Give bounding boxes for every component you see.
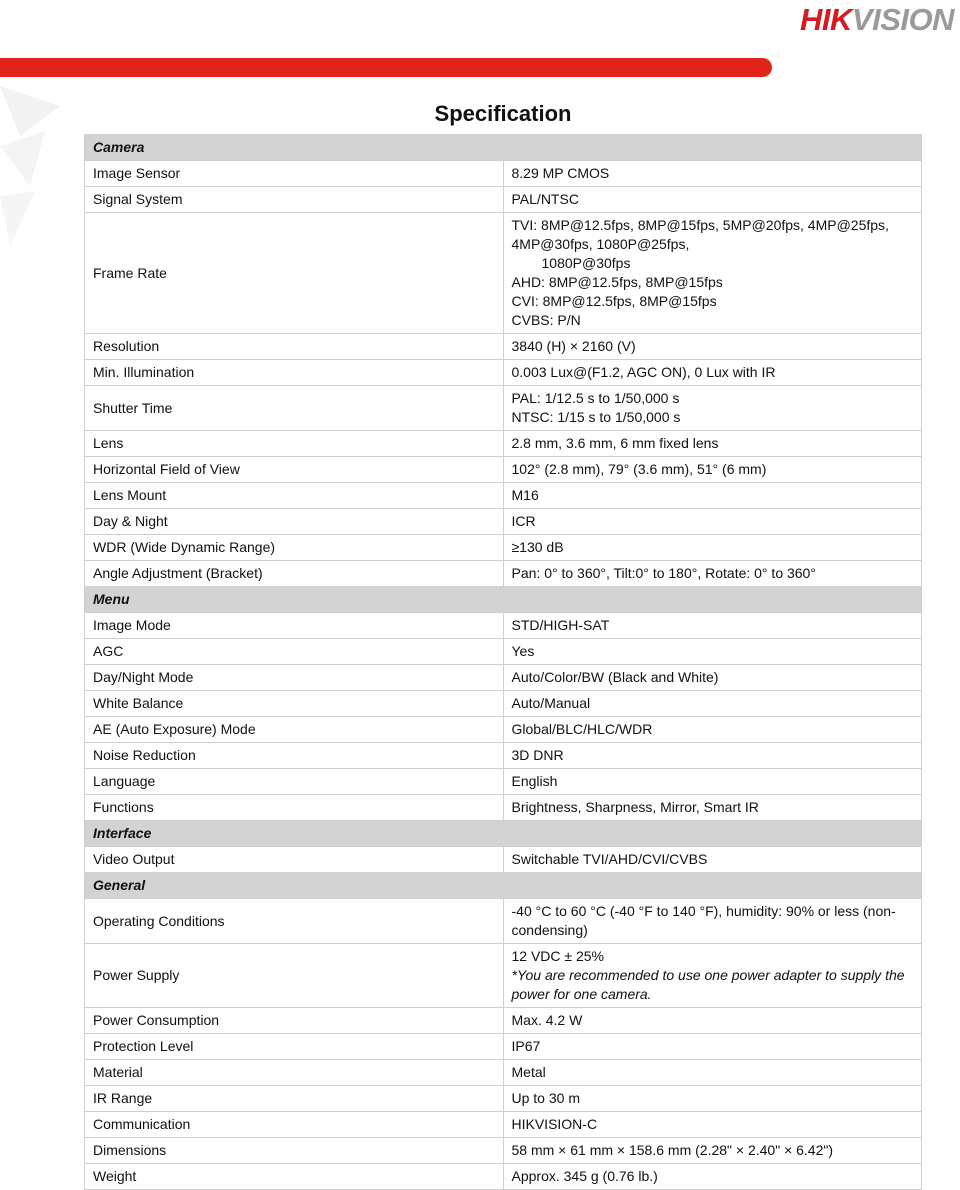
spec-value-line: 3D DNR bbox=[511, 747, 564, 763]
spec-value-line: *You are recommended to use one power adapter to supply the power for one camera. bbox=[511, 967, 905, 1002]
section-title: Camera bbox=[85, 135, 922, 161]
spec-value bbox=[503, 613, 922, 639]
spec-value-line: Pan: 0° to 360°, Tilt:0° to 180°, Rotate: 0° to 360° bbox=[511, 565, 816, 581]
spec-value-line: STD/HIGH-SAT bbox=[511, 617, 610, 633]
spec-value bbox=[503, 665, 922, 691]
page-title: Specification bbox=[434, 101, 572, 126]
spec-value-line: CVBS: P/N bbox=[511, 312, 581, 328]
spec-value-line: Brightness, Sharpness, Mirror, Smart IR bbox=[511, 799, 759, 815]
spec-value bbox=[503, 769, 922, 795]
spec-row bbox=[85, 1164, 922, 1190]
spec-value-line: Switchable TVI/AHD/CVI/CVBS bbox=[511, 851, 708, 867]
spec-value-line: 3840 (H) × 2160 (V) bbox=[511, 338, 636, 354]
spec-value-line: 0.003 Lux@(F1.2, AGC ON), 0 Lux with IR bbox=[511, 364, 776, 380]
spec-value bbox=[503, 457, 922, 483]
spec-key: Weight bbox=[85, 1164, 504, 1190]
spec-value-line: 8.29 MP CMOS bbox=[511, 165, 610, 181]
spec-table bbox=[84, 134, 922, 1190]
spec-value bbox=[503, 1164, 922, 1190]
spec-key: Day/Night Mode bbox=[85, 665, 504, 691]
header-red-bar bbox=[0, 58, 772, 77]
spec-row bbox=[85, 161, 922, 187]
spec-value-line: Auto/Manual bbox=[511, 695, 591, 711]
spec-key: Operating Conditions bbox=[85, 899, 504, 944]
spec-value bbox=[503, 899, 922, 944]
spec-value-line: Max. 4.2 W bbox=[511, 1012, 583, 1028]
spec-row bbox=[85, 743, 922, 769]
spec-value-line: 2.8 mm, 3.6 mm, 6 mm fixed lens bbox=[511, 435, 719, 451]
spec-row bbox=[85, 386, 922, 431]
spec-row bbox=[85, 1112, 922, 1138]
spec-value bbox=[503, 847, 922, 873]
logo-vision-text: VISION bbox=[851, 2, 954, 37]
spec-key: Communication bbox=[85, 1112, 504, 1138]
spec-value bbox=[503, 509, 922, 535]
spec-value-line: Approx. 345 g (0.76 lb.) bbox=[511, 1168, 658, 1184]
spec-value-line: ICR bbox=[511, 513, 536, 529]
section-header-menu bbox=[85, 587, 922, 613]
section-title: General bbox=[85, 873, 922, 899]
spec-key: Language bbox=[85, 769, 504, 795]
logo-hik-text: HIK bbox=[800, 2, 852, 37]
spec-value bbox=[503, 386, 922, 431]
spec-row bbox=[85, 944, 922, 1008]
spec-value-line: 58 mm × 61 mm × 158.6 mm (2.28" × 2.40" × 6.42") bbox=[511, 1142, 834, 1158]
spec-key: AE (Auto Exposure) Mode bbox=[85, 717, 504, 743]
spec-value bbox=[503, 213, 922, 334]
spec-value bbox=[503, 161, 922, 187]
spec-value bbox=[503, 1138, 922, 1164]
spec-value bbox=[503, 743, 922, 769]
spec-value bbox=[503, 691, 922, 717]
spec-value bbox=[503, 1112, 922, 1138]
spec-row bbox=[85, 1034, 922, 1060]
spec-row bbox=[85, 187, 922, 213]
spec-key: Protection Level bbox=[85, 1034, 504, 1060]
spec-value bbox=[503, 944, 922, 1008]
spec-value-line: Yes bbox=[511, 643, 535, 659]
spec-row bbox=[85, 1060, 922, 1086]
spec-value-line: M16 bbox=[511, 487, 539, 503]
spec-row bbox=[85, 613, 922, 639]
spec-key: Power Supply bbox=[85, 944, 504, 1008]
spec-value bbox=[503, 360, 922, 386]
spec-value-line: AHD: 8MP@12.5fps, 8MP@15fps bbox=[511, 274, 723, 290]
spec-row bbox=[85, 213, 922, 334]
spec-key: Shutter Time bbox=[85, 386, 504, 431]
spec-key: Power Consumption bbox=[85, 1008, 504, 1034]
spec-key: Day & Night bbox=[85, 509, 504, 535]
spec-key: Lens bbox=[85, 431, 504, 457]
spec-value bbox=[503, 639, 922, 665]
spec-key: Image Mode bbox=[85, 613, 504, 639]
spec-row bbox=[85, 847, 922, 873]
spec-value-line: IP67 bbox=[511, 1038, 541, 1054]
spec-key: Material bbox=[85, 1060, 504, 1086]
spec-row bbox=[85, 1008, 922, 1034]
section-header-interface bbox=[85, 821, 922, 847]
spec-key: Angle Adjustment (Bracket) bbox=[85, 561, 504, 587]
spec-row bbox=[85, 561, 922, 587]
spec-key: Noise Reduction bbox=[85, 743, 504, 769]
spec-row bbox=[85, 360, 922, 386]
spec-value bbox=[503, 334, 922, 360]
spec-key: Image Sensor bbox=[85, 161, 504, 187]
spec-value-line: ≥130 dB bbox=[511, 539, 564, 555]
spec-value-line: Up to 30 m bbox=[511, 1090, 580, 1106]
spec-value-line: Auto/Color/BW (Black and White) bbox=[511, 669, 719, 685]
spec-value bbox=[503, 187, 922, 213]
spec-key: AGC bbox=[85, 639, 504, 665]
watermark-graphic bbox=[0, 76, 80, 276]
spec-value bbox=[503, 535, 922, 561]
spec-value-line: PAL/NTSC bbox=[511, 191, 579, 207]
spec-value-line: NTSC: 1/15 s to 1/50,000 s bbox=[511, 409, 681, 425]
spec-row bbox=[85, 483, 922, 509]
spec-row bbox=[85, 665, 922, 691]
spec-value bbox=[503, 1060, 922, 1086]
section-header-camera bbox=[85, 135, 922, 161]
spec-value bbox=[503, 561, 922, 587]
spec-value-line: Metal bbox=[511, 1064, 546, 1080]
spec-key: Min. Illumination bbox=[85, 360, 504, 386]
spec-row bbox=[85, 334, 922, 360]
spec-key: White Balance bbox=[85, 691, 504, 717]
spec-row bbox=[85, 899, 922, 944]
spec-key: WDR (Wide Dynamic Range) bbox=[85, 535, 504, 561]
spec-key: Dimensions bbox=[85, 1138, 504, 1164]
spec-key: Video Output bbox=[85, 847, 504, 873]
spec-value-line: PAL: 1/12.5 s to 1/50,000 s bbox=[511, 390, 680, 406]
section-title: Menu bbox=[85, 587, 922, 613]
spec-value-line: CVI: 8MP@12.5fps, 8MP@15fps bbox=[511, 293, 717, 309]
spec-key: Signal System bbox=[85, 187, 504, 213]
spec-row bbox=[85, 691, 922, 717]
section-title: Interface bbox=[85, 821, 922, 847]
spec-value bbox=[503, 717, 922, 743]
spec-row bbox=[85, 509, 922, 535]
spec-value bbox=[503, 1008, 922, 1034]
spec-value bbox=[503, 1086, 922, 1112]
hikvision-logo bbox=[800, 2, 954, 38]
spec-row bbox=[85, 431, 922, 457]
spec-row bbox=[85, 795, 922, 821]
spec-row bbox=[85, 535, 922, 561]
spec-key: Functions bbox=[85, 795, 504, 821]
spec-row bbox=[85, 769, 922, 795]
spec-row bbox=[85, 1086, 922, 1112]
spec-value bbox=[503, 795, 922, 821]
spec-value-line: Global/BLC/HLC/WDR bbox=[511, 721, 653, 737]
spec-key: Horizontal Field of View bbox=[85, 457, 504, 483]
spec-value-line: 102° (2.8 mm), 79° (3.6 mm), 51° (6 mm) bbox=[511, 461, 767, 477]
spec-key: Lens Mount bbox=[85, 483, 504, 509]
section-header-general bbox=[85, 873, 922, 899]
spec-key: Resolution bbox=[85, 334, 504, 360]
spec-value-line: 1080P@30fps bbox=[541, 255, 631, 271]
spec-value bbox=[503, 1034, 922, 1060]
spec-value bbox=[503, 483, 922, 509]
spec-row bbox=[85, 639, 922, 665]
spec-row bbox=[85, 717, 922, 743]
spec-row bbox=[85, 1138, 922, 1164]
spec-value-line: 12 VDC ± 25% bbox=[511, 948, 605, 964]
spec-key: IR Range bbox=[85, 1086, 504, 1112]
spec-value-line: TVI: 8MP@12.5fps, 8MP@15fps, 5MP@20fps, 4MP@25fps, 4MP@30fps, 1080P@25fps, bbox=[511, 217, 889, 252]
spec-value bbox=[503, 431, 922, 457]
spec-row bbox=[85, 457, 922, 483]
spec-value-line: -40 °C to 60 °C (-40 °F to 140 °F), humidity: 90% or less (non-condensing) bbox=[511, 903, 896, 938]
spec-key: Frame Rate bbox=[85, 213, 504, 334]
spec-value-line: English bbox=[511, 773, 558, 789]
spec-value-line: HIKVISION-C bbox=[511, 1116, 598, 1132]
